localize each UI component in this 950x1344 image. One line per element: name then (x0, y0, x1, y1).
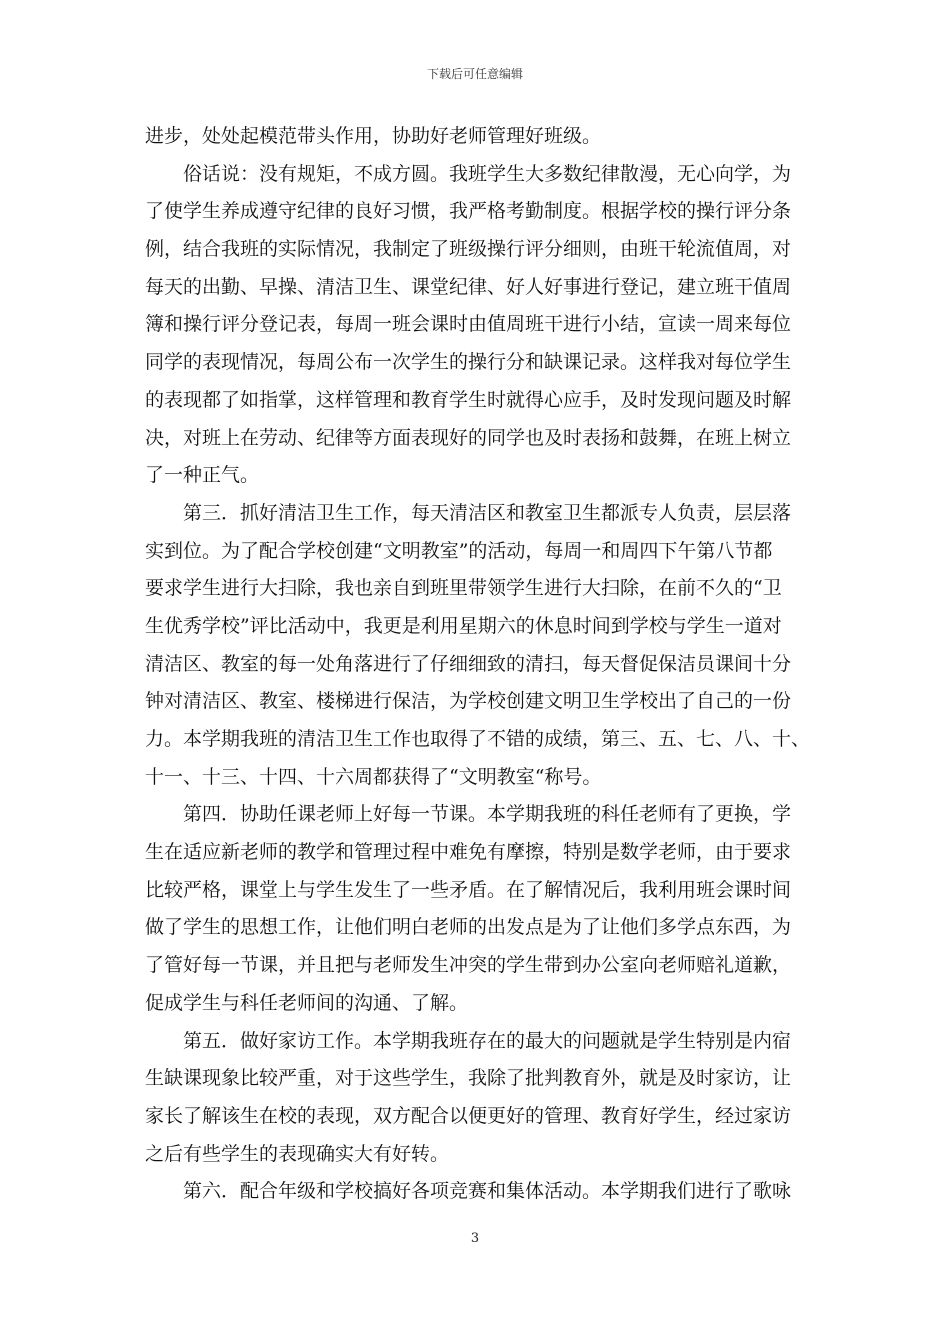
text-line: 了一种正气。 (145, 464, 260, 487)
text-line: 钟对清洁区、教室、楼梯进行保洁，为学校创建文明卫生学校出了自己的一份 (145, 690, 792, 713)
text-line: 生缺课现象比较严重，对于这些学生，我除了批判教育外，就是及时家访，让 (145, 1067, 792, 1090)
text-line: 做了学生的思想工作，让他们明白老师的出发点是为了让他们多学点东西，为 (145, 916, 792, 939)
text-line: 比较严格，课堂上与学生发生了一些矛盾。在了解情况后，我利用班会课时间 (145, 878, 792, 901)
page-header: 下载后可任意编辑 (426, 67, 523, 81)
text-line: 力。本学期我班的清洁卫生工作也取得了不错的成绩，第三、五、七、八、十、 (145, 728, 811, 750)
text-line: 的表现都了如指掌，这样管理和教育学生时就得心应手，及时发现问题及时解 (145, 388, 792, 411)
page-number: 3 (470, 1231, 480, 1246)
text-line: 进步，处处起模范带头作用，协助好老师管理好班级。 (145, 125, 602, 147)
text-line: 第五．做好家访工作。本学期我班存在的最大的问题就是学生特别是内宿 (183, 1029, 792, 1052)
text-line: 之后有些学生的表现确实大有好转。 (145, 1142, 450, 1165)
body-text (145, 118, 820, 1211)
text-line: 家长了解该生在校的表现，双方配合以便更好的管理、教育好学生，经过家访 (145, 1104, 792, 1127)
text-line: 要求学生进行大扫除，我也亲自到班里带领学生进行大扫除，在前不久的“卫 (145, 577, 782, 600)
text-line: 实到位。为了配合学校创建“文明教室”的活动，每周一和周四下午第八节都 (145, 539, 773, 562)
text-line: 决，对班上在劳动、纪律等方面表现好的同学也及时表扬和鼓舞，在班上树立 (145, 426, 792, 449)
text-line: 簿和操行评分登记表，每周一班会课时由值周班干进行小结，宣读一周来每位 (145, 313, 792, 336)
text-line: 每天的出勤、早操、清洁卫生、课堂纪律、好人好事进行登记，建立班干值周 (145, 275, 792, 298)
text-line: 第六．配合年级和学校搞好各项竞赛和集体活动。本学期我们进行了歌咏 (183, 1180, 792, 1203)
text-line: 第三．抓好清洁卫生工作，每天清洁区和教室卫生都派专人负责，层层落 (183, 501, 792, 524)
text-line: 了管好每一节课，并且把与老师发生冲突的学生带到办公室向老师赔礼道歉， (145, 954, 792, 977)
text-line: 生在适应新老师的教学和管理过程中难免有摩擦，特别是数学老师，由于要求 (145, 841, 792, 864)
text-line: 十一、十三、十四、十六周都获得了“文明教室“称号。 (145, 765, 602, 788)
text-line: 同学的表现情况，每周公布一次学生的操行分和缺课记录。这样我对每位学生 (145, 351, 792, 374)
text-line: 清洁区、教室的每一处角落进行了仔细细致的清扫，每天督促保洁员课间十分 (145, 652, 792, 675)
text-line: 第四．协助任课老师上好每一节课。本学期我班的科任老师有了更换，学 (183, 803, 792, 826)
text-line: 生优秀学校”评比活动中，我更是利用星期六的休息时间到学校与学生一道对 (145, 614, 782, 637)
text-line: 了使学生养成遵守纪律的良好习惯，我严格考勤制度。根据学校的操行评分条 (145, 200, 792, 223)
text-line: 俗话说：没有规矩，不成方圆。我班学生大多数纪律散漫，无心向学，为 (183, 162, 792, 185)
text-line: 促成学生与科任老师间的沟通、了解。 (145, 991, 469, 1014)
text-line: 例，结合我班的实际情况，我制定了班级操行评分细则，由班干轮流值周，对 (145, 238, 792, 261)
